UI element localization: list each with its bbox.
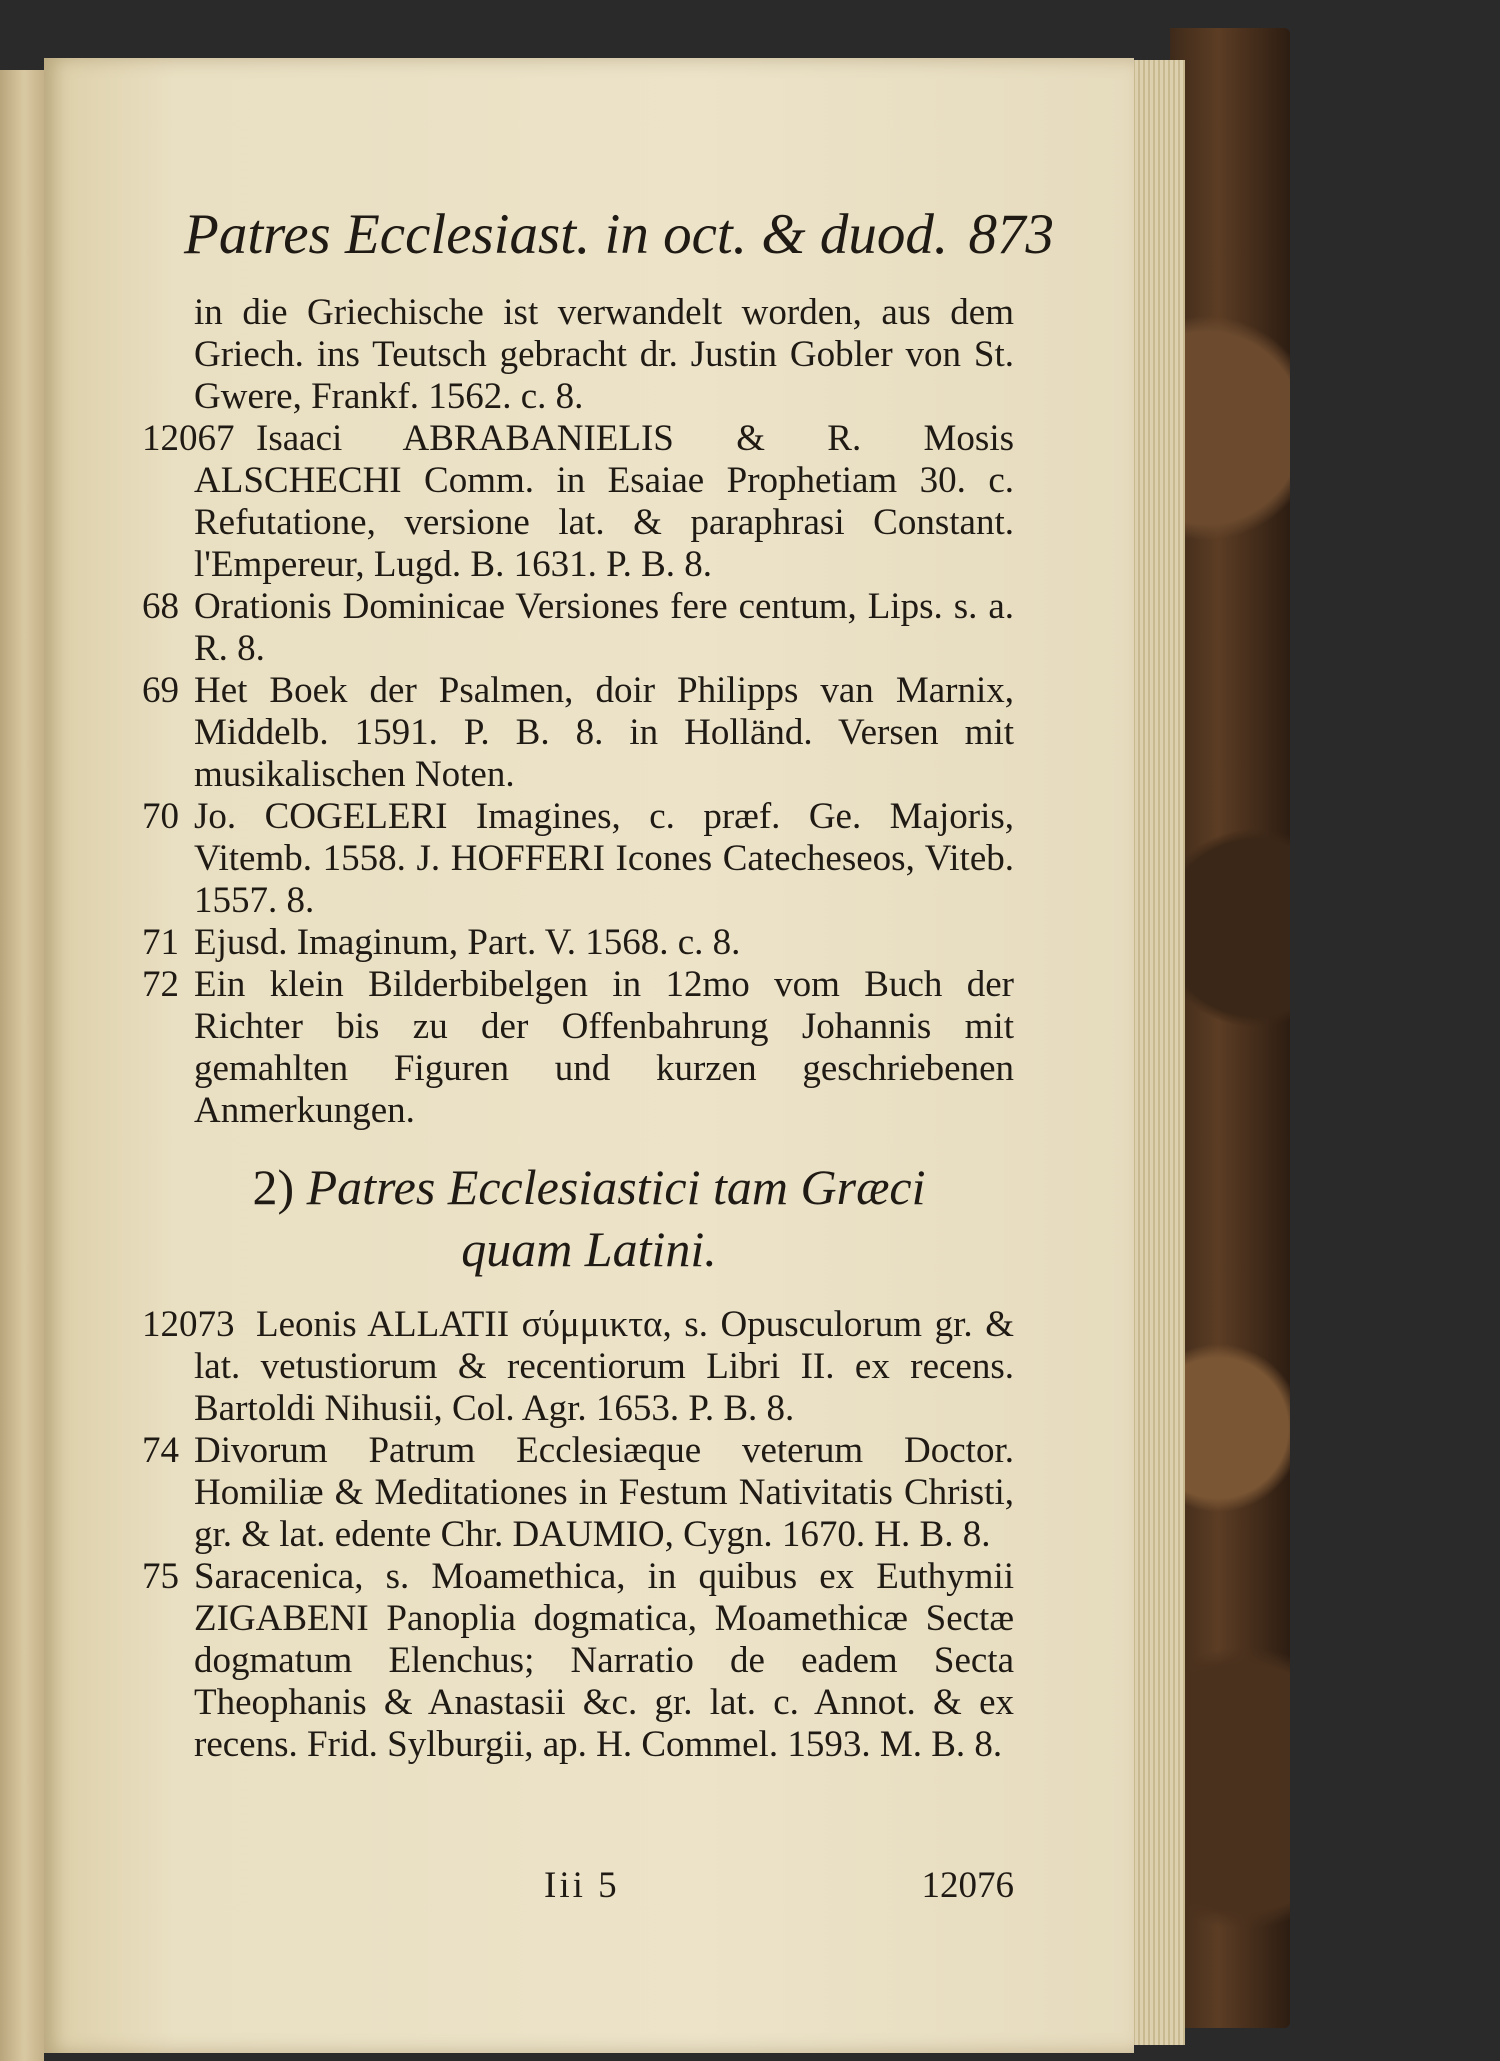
section-title-line1: Patres Ecclesiastici tam Græci bbox=[306, 1159, 926, 1215]
page-footer bbox=[544, 1864, 1014, 1908]
catalog-entry bbox=[142, 1556, 1014, 1766]
section-label: 2) bbox=[252, 1159, 295, 1215]
catalog-entry bbox=[142, 796, 1014, 922]
entry-text: Saracenica, s. Moamethica, in quibus ex Euthymii ZIGABENI Panoplia dogmatica, Moamethicæ Sectæ dogmatum Elenchus; Narratio de eadem Secta Theophanis & Anastasii &c. gr. lat. c. Annot. & ex recens. Frid. Sylburgii, ap. H. Commel. 1593. M. B. 8. bbox=[194, 1556, 1014, 1765]
entry-text: Ejusd. Imaginum, Part. V. 1568. c. 8. bbox=[194, 922, 741, 963]
entry-text: Jo. COGELERI Imagines, c. præf. Ge. Majoris, Vitemb. 1558. J. HOFFERI Icones Catecheseos, Viteb. 1557. 8. bbox=[194, 796, 1014, 921]
running-header bbox=[184, 200, 1054, 270]
catalog-entry bbox=[142, 418, 1014, 586]
section-heading bbox=[44, 1156, 1134, 1280]
catalog-entry bbox=[142, 670, 1014, 796]
entry-number: 12067 bbox=[142, 418, 235, 459]
catchword: 12076 bbox=[921, 1865, 1014, 1906]
signature-mark: Iii 5 bbox=[544, 1865, 620, 1906]
entry-text: Isaaci ABRABANIELIS & R. Mosis ALSCHECHI Comm. in Esaiae Prophetiam 30. c. Refutatione, versione lat. & paraphrasi Constant. l'Empereur, Lugd. B. 1631. P. B. 8. bbox=[194, 418, 1014, 585]
catalog-entry bbox=[142, 964, 1014, 1132]
entry-number: 75 bbox=[142, 1556, 179, 1597]
entry-number: 69 bbox=[142, 670, 179, 711]
entry-number: 72 bbox=[142, 964, 179, 1005]
catalog-entry bbox=[142, 922, 1014, 964]
book-page bbox=[44, 58, 1134, 2053]
entry-number: 12073 bbox=[142, 1304, 235, 1345]
entry-number: 68 bbox=[142, 586, 179, 627]
entry-text: in die Griechische ist verwandelt worden, aus dem Griech. ins Teutsch gebracht dr. Justin Gobler von St. Gwere, Frankf. 1562. c. 8. bbox=[194, 292, 1014, 417]
catalog-entry bbox=[154, 292, 1014, 418]
catalog-entry bbox=[142, 1430, 1014, 1556]
entries-lower bbox=[142, 1304, 1014, 1766]
left-page-edge bbox=[0, 70, 44, 2061]
entry-text: Leonis ALLATII σύμμικτα, s. Opusculorum gr. & lat. vetustiorum & recentiorum Libri II. ex recens. Bartoldi Nihusii, Col. Agr. 1653. P. B. 8. bbox=[194, 1304, 1014, 1429]
catalog-entry bbox=[142, 586, 1014, 670]
page-number: 873 bbox=[968, 203, 1054, 266]
book-cover bbox=[1170, 28, 1290, 2028]
catalog-entry bbox=[142, 1304, 1014, 1430]
page-edges bbox=[1125, 60, 1185, 2045]
entry-text: Divorum Patrum Ecclesiæque veterum Doctor. Homiliæ & Meditationes in Festum Nativitatis Christi, gr. & lat. edente Chr. DAUMIO, Cygn. 1670. H. B. 8. bbox=[194, 1430, 1014, 1555]
entries-upper bbox=[142, 292, 1014, 1132]
entry-text: Orationis Dominicae Versiones fere centum, Lips. s. a. R. 8. bbox=[194, 586, 1014, 669]
running-title: Patres Ecclesiast. in oct. & duod. bbox=[184, 203, 949, 266]
section-title-line2: quam Latini. bbox=[461, 1221, 717, 1277]
entry-number: 70 bbox=[142, 796, 179, 837]
entry-text: Ein klein Bilderbibelgen in 12mo vom Buch der Richter bis zu der Offenbahrung Johannis mit gemahlten Figuren und kurzen geschriebenen Anmerkungen. bbox=[194, 964, 1014, 1131]
entry-number: 71 bbox=[142, 922, 179, 963]
entry-number: 74 bbox=[142, 1430, 179, 1471]
entry-text: Het Boek der Psalmen, doir Philipps van Marnix, Middelb. 1591. P. B. 8. in Holländ. Versen mit musikalischen Noten. bbox=[194, 670, 1014, 795]
